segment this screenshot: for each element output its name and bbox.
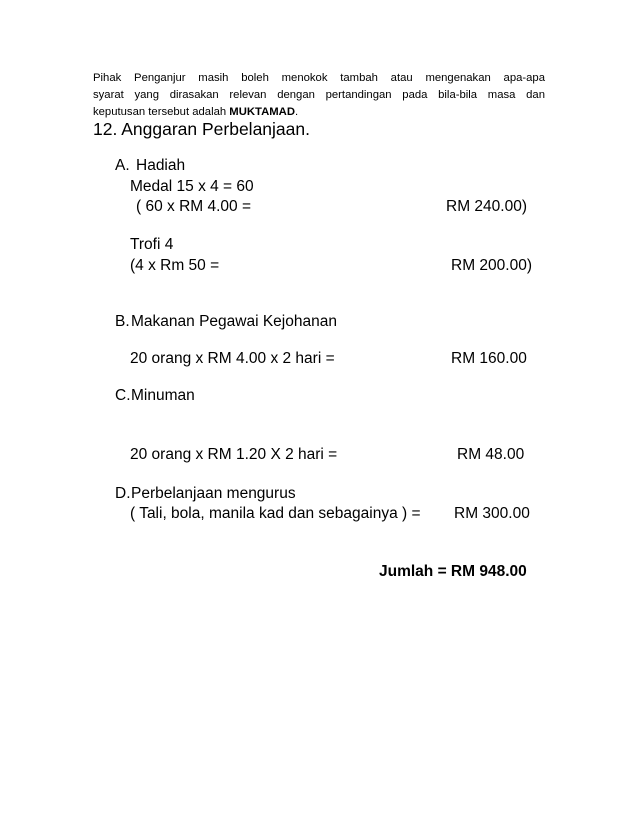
section-heading: 12. Anggaran Perbelanjaan. <box>93 119 310 139</box>
section-c-title: Minuman <box>131 387 195 404</box>
section-b-amount: RM 160.00 <box>451 350 527 367</box>
section-c-calc: 20 orang x RM 1.20 X 2 hari = <box>130 446 338 463</box>
medal-calc: ( 60 x RM 4.00 = <box>136 198 252 215</box>
intro-line-3-suffix: . <box>294 106 299 118</box>
medal-amount: RM 240.00) <box>446 198 527 215</box>
total-amount: Jumlah = RM 948.00 <box>379 563 527 580</box>
trofi-amount: RM 200.00) <box>451 257 532 274</box>
intro-paragraph <box>93 70 545 121</box>
section-d-title: Perbelanjaan mengurus <box>131 485 296 502</box>
intro-line-1: Pihak Penganjur masih boleh menokok tambah atau mengenakan apa-apa <box>93 72 545 84</box>
trofi-line: Trofi 4 <box>130 236 174 253</box>
section-d-calc: ( Tali, bola, manila kad dan sebagainya ) = <box>130 505 421 522</box>
section-b-label: B. <box>115 313 130 330</box>
section-b-title: Makanan Pegawai Kejohanan <box>131 313 337 330</box>
section-a-label: A. <box>115 157 130 174</box>
medal-line: Medal 15 x 4 = 60 <box>130 178 254 195</box>
section-a-title: Hadiah <box>136 157 186 174</box>
intro-line-2: syarat yang dirasakan relevan dengan pertandingan pada bila-bila masa dan <box>93 89 545 101</box>
section-c-amount: RM 48.00 <box>457 446 525 463</box>
section-d-label: D. <box>115 485 131 502</box>
section-b-calc: 20 orang x RM 4.00 x 2 hari = <box>130 350 335 367</box>
muktamad-bold: MUKTAMAD <box>229 106 295 118</box>
trofi-calc: (4 x Rm 50 = <box>130 257 220 274</box>
section-c-label: C. <box>115 387 131 404</box>
intro-line-3-prefix: keputusan tersebut adalah <box>93 106 230 118</box>
section-d-amount: RM 300.00 <box>454 505 530 522</box>
